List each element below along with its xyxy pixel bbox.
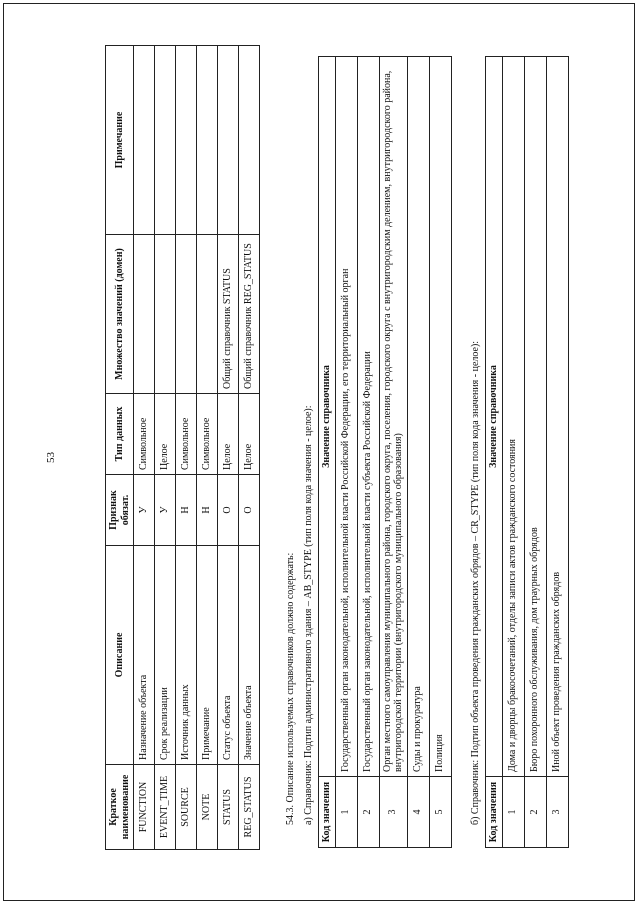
section-title: 54.3. Описание используемых справочников должно содержать: [285,552,296,825]
table-row [176,46,197,850]
cell-note [239,46,260,235]
table-row [335,57,357,848]
cell-required: Н [176,475,197,546]
attributes-table [105,45,260,850]
table-row [407,57,429,848]
cell-description: Значение объекта [239,546,260,765]
cell-value: Орган местного самоуправления муниципального района, городского округа, поселения, городского округа с внутригородским делением, внутригородского района, внутригородской территории (внутригородского муниципального образования) [379,57,407,777]
header-required: Признак обязат. [106,475,134,546]
cell-value: Суды и прокуратура [407,57,429,777]
header-short-name: Краткое наименование [106,765,134,850]
ref-a-header-row [319,57,336,848]
cell-description: Срок реализации [155,546,176,765]
table-row [429,57,451,848]
cell-code: 2 [524,777,546,848]
cell-short-name: SOURCE [176,765,197,850]
cell-code: 3 [379,777,407,848]
header-description: Описание [106,546,134,765]
cell-note [197,46,218,235]
cell-short-name: REG_STATUS [239,765,260,850]
cell-value: Бюро похоронного обслуживания, дом траурных обрядов [524,57,546,777]
table-row [239,46,260,850]
cell-code: 4 [407,777,429,848]
cell-data-type: Целое [239,394,260,475]
cell-description: Примечание [197,546,218,765]
table-row [155,46,176,850]
cell-description: Назначение объекта [134,546,155,765]
cell-domain: Общий справочник REG_STATUS [239,235,260,394]
cell-value: Государственный орган законодательной, исполнительной власти Российской Федерации, его территориальный орган [335,57,357,777]
cell-domain [134,235,155,394]
cell-domain [197,235,218,394]
cell-note [218,46,239,235]
cell-description: Статус объекта [218,546,239,765]
ref-b-caption: б) Справочник: Подтип объекта проведения гражданских обрядов – CR_STYPE (тип поля кода значения - целое): [470,340,481,825]
cell-data-type: Символьное [134,394,155,475]
cell-code: 2 [357,777,379,848]
header-domain: Множество значений (домен) [106,235,134,394]
cell-required: О [218,475,239,546]
header-code: Код значения [486,777,503,848]
cell-value: Дома и дворцы бракосочетаний, отделы записи актов гражданского состояния [502,57,524,777]
cell-short-name: NOTE [197,765,218,850]
header-code: Код значения [319,777,336,848]
table-row [546,57,568,848]
table-row [524,57,546,848]
cell-required: У [155,475,176,546]
cell-code: 5 [429,777,451,848]
cell-code: 1 [502,777,524,848]
header-note: Примечание [106,46,134,235]
ref-a-caption: а) Справочник: Подтип административного здания – AB_STYPE (тип поля кода значения - целое): [303,405,314,825]
cell-value: Полиция [429,57,451,777]
cell-value: Иной объект проведения гражданских обрядов [546,57,568,777]
ref-b-table [485,56,569,848]
cell-short-name: FUNCTION [134,765,155,850]
table-row [502,57,524,848]
table-row [379,57,407,848]
cell-data-type: Символьное [197,394,218,475]
cell-data-type: Символьное [176,394,197,475]
cell-required: О [239,475,260,546]
table-row [357,57,379,848]
cell-note [134,46,155,235]
table-row [218,46,239,850]
attributes-header-row [106,46,134,850]
cell-short-name: EVENT_TIME [155,765,176,850]
header-value: Значение справочника [319,57,336,777]
page-number: 53 [45,452,57,463]
cell-note [155,46,176,235]
cell-code: 1 [335,777,357,848]
header-value: Значение справочника [486,57,503,777]
cell-code: 3 [546,777,568,848]
cell-domain [155,235,176,394]
table-row [134,46,155,850]
cell-short-name: STATUS [218,765,239,850]
header-data-type: Тип данных [106,394,134,475]
cell-required: Н [197,475,218,546]
table-row [197,46,218,850]
ref-a-table [318,56,452,848]
cell-data-type: Целое [155,394,176,475]
cell-value: Государственный орган законодательной, исполнительной власти субъекта Российской Федерации [357,57,379,777]
cell-domain: Общий справочник STATUS [218,235,239,394]
ref-b-header-row [486,57,503,848]
cell-note [176,46,197,235]
cell-required: У [134,475,155,546]
cell-domain [176,235,197,394]
cell-description: Источник данных [176,546,197,765]
cell-data-type: Целое [218,394,239,475]
